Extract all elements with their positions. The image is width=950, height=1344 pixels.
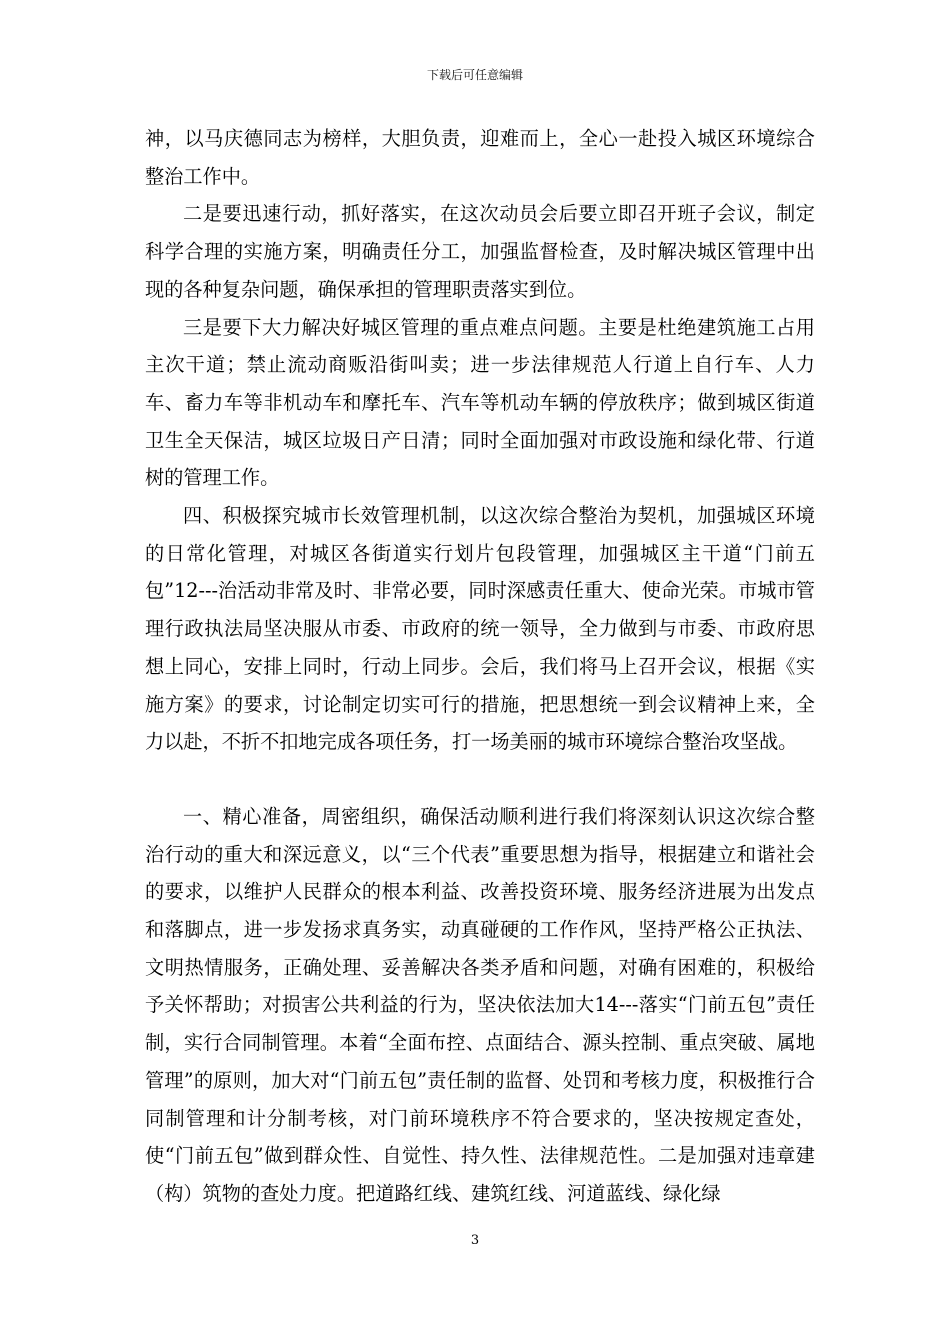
document-body [145,120,815,1213]
paragraph-section-one: 一、精心准备，周密组织，确保活动顺利进行我们将深刻认识这次综合整治行动的重大和深远意义，以“三个代表”重要思想为指导，根据建立和谐社会的要求，以维护人民群众的根本利益、改善投资环境、服务经济进展为出发点和落脚点，进一步发扬求真务实，动真碰硬的工作作风，坚持严格公正执法、文明热情服务，正确处理、妥善解决各类矛盾和问题，对确有困难的，积极给予关怀帮助；对损害公共利益的行为，坚决依法加大14---落实“门前五包”责任制，实行合同制管理。本着“全面布控、点面结合、源头控制、重点突破、属地管理”的原则，加大对“门前五包”责任制的监督、处罚和考核力度，积极推行合同制管理和计分制考核，对门前环境秩序不符合要求的，坚决按规定查处，使“门前五包”做到群众性、自觉性、持久性、法律规范性。二是加强对违章建（构）筑物的查处力度。把道路红线、建筑红线、河道蓝线、绿化绿 [145,804,815,1205]
page-number: 3 [470,1233,480,1248]
paragraph-section-four: 四、积极探究城市长效管理机制，以这次综合整治为契机，加强城区环境的日常化管理，对城区各街道实行划片包段管理，加强城区主干道“门前五包”12---治活动非常及时、非常必要，同时深感责任重大、使命光荣。市城市管理行政执法局坚决服从市委、市政府的统一领导，全力做到与市委、市政府思想上同心，安排上同时，行动上同步。会后，我们将马上召开会议，根据《实施方案》的要求，讨论制定切实可行的措施，把思想统一到会议精神上来，全力以赴，不折不扣地完成各项任务，打一场美丽的城市环境综合整治攻坚战。 [145,504,815,754]
paragraph-item-two: 二是要迅速行动，抓好落实，在这次动员会后要立即召开班子会议，制定科学合理的实施方案，明确责任分工，加强监督检查，及时解决城区管理中出现的各种复杂问题，确保承担的管理职责落实到位。 [145,202,815,301]
paragraph-item-three: 三是要下大力解决好城区管理的重点难点问题。主要是杜绝建筑施工占用主次干道；禁止流动商贩沿街叫卖；进一步法律规范人行道上自行车、人力车、畜力车等非机动车和摩托车、汽车等机动车辆的停放秩序；做到城区街道卫生全天保洁，城区垃圾日产日清；同时全面加强对市政设施和绿化带、行道树的管理工作。 [145,315,815,490]
paragraph-continuation: 神，以马庆德同志为榜样，大胆负责，迎难而上，全心一赴投入城区环境综合整治工作中。 [145,127,815,188]
page-header: 下载后可任意编辑 [426,68,523,82]
